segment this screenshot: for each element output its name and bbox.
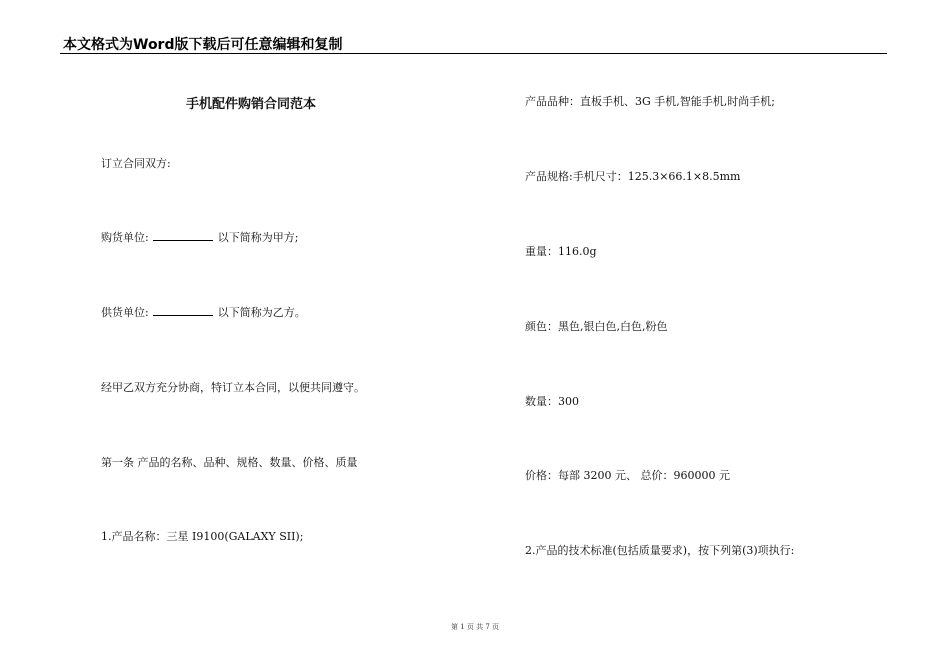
tech-standard: 2.产品的技术标准(包括质量要求)，按下列第(3)项执行: [525,544,795,557]
buyer-suffix: 以下简称为甲方; [217,231,299,244]
agreement-text: 经甲乙双方充分协商，特订立本合同，以便共同遵守。 [101,381,365,394]
header-divider [60,53,887,54]
document-header: 本文格式为Word版下载后可任意编辑和复制 [63,37,343,53]
document-title: 手机配件购销合同范本 [186,97,317,112]
product-variety: 产品品种：直板手机、3G 手机,智能手机,时尚手机; [525,95,775,108]
product-weight: 重量：116.0g [525,245,597,258]
page-number: 第 1 页 共 7 页 [450,623,500,631]
buyer-blank [153,229,213,241]
article-1-heading: 第一条 产品的名称、品种、规格、数量、价格、质量 [101,456,358,469]
seller-blank [153,304,213,316]
seller-line [101,304,306,320]
product-name: 1.产品名称：三星 I9100(GALAXY SII); [101,530,304,543]
buyer-label: 购货单位: [101,231,149,244]
product-color: 颜色：黑色,银白色,白色,粉色 [525,320,668,333]
product-spec: 产品规格:手机尺寸：125.3×66.1×8.5mm [525,170,741,183]
product-quantity: 数量：300 [525,395,579,408]
buyer-line [101,229,298,245]
parties-intro: 订立合同双方: [101,157,171,170]
seller-suffix: 以下简称为乙方。 [217,306,306,319]
seller-label: 供货单位: [101,306,149,319]
product-price: 价格：每部 3200 元、 总价：960000 元 [525,469,730,482]
